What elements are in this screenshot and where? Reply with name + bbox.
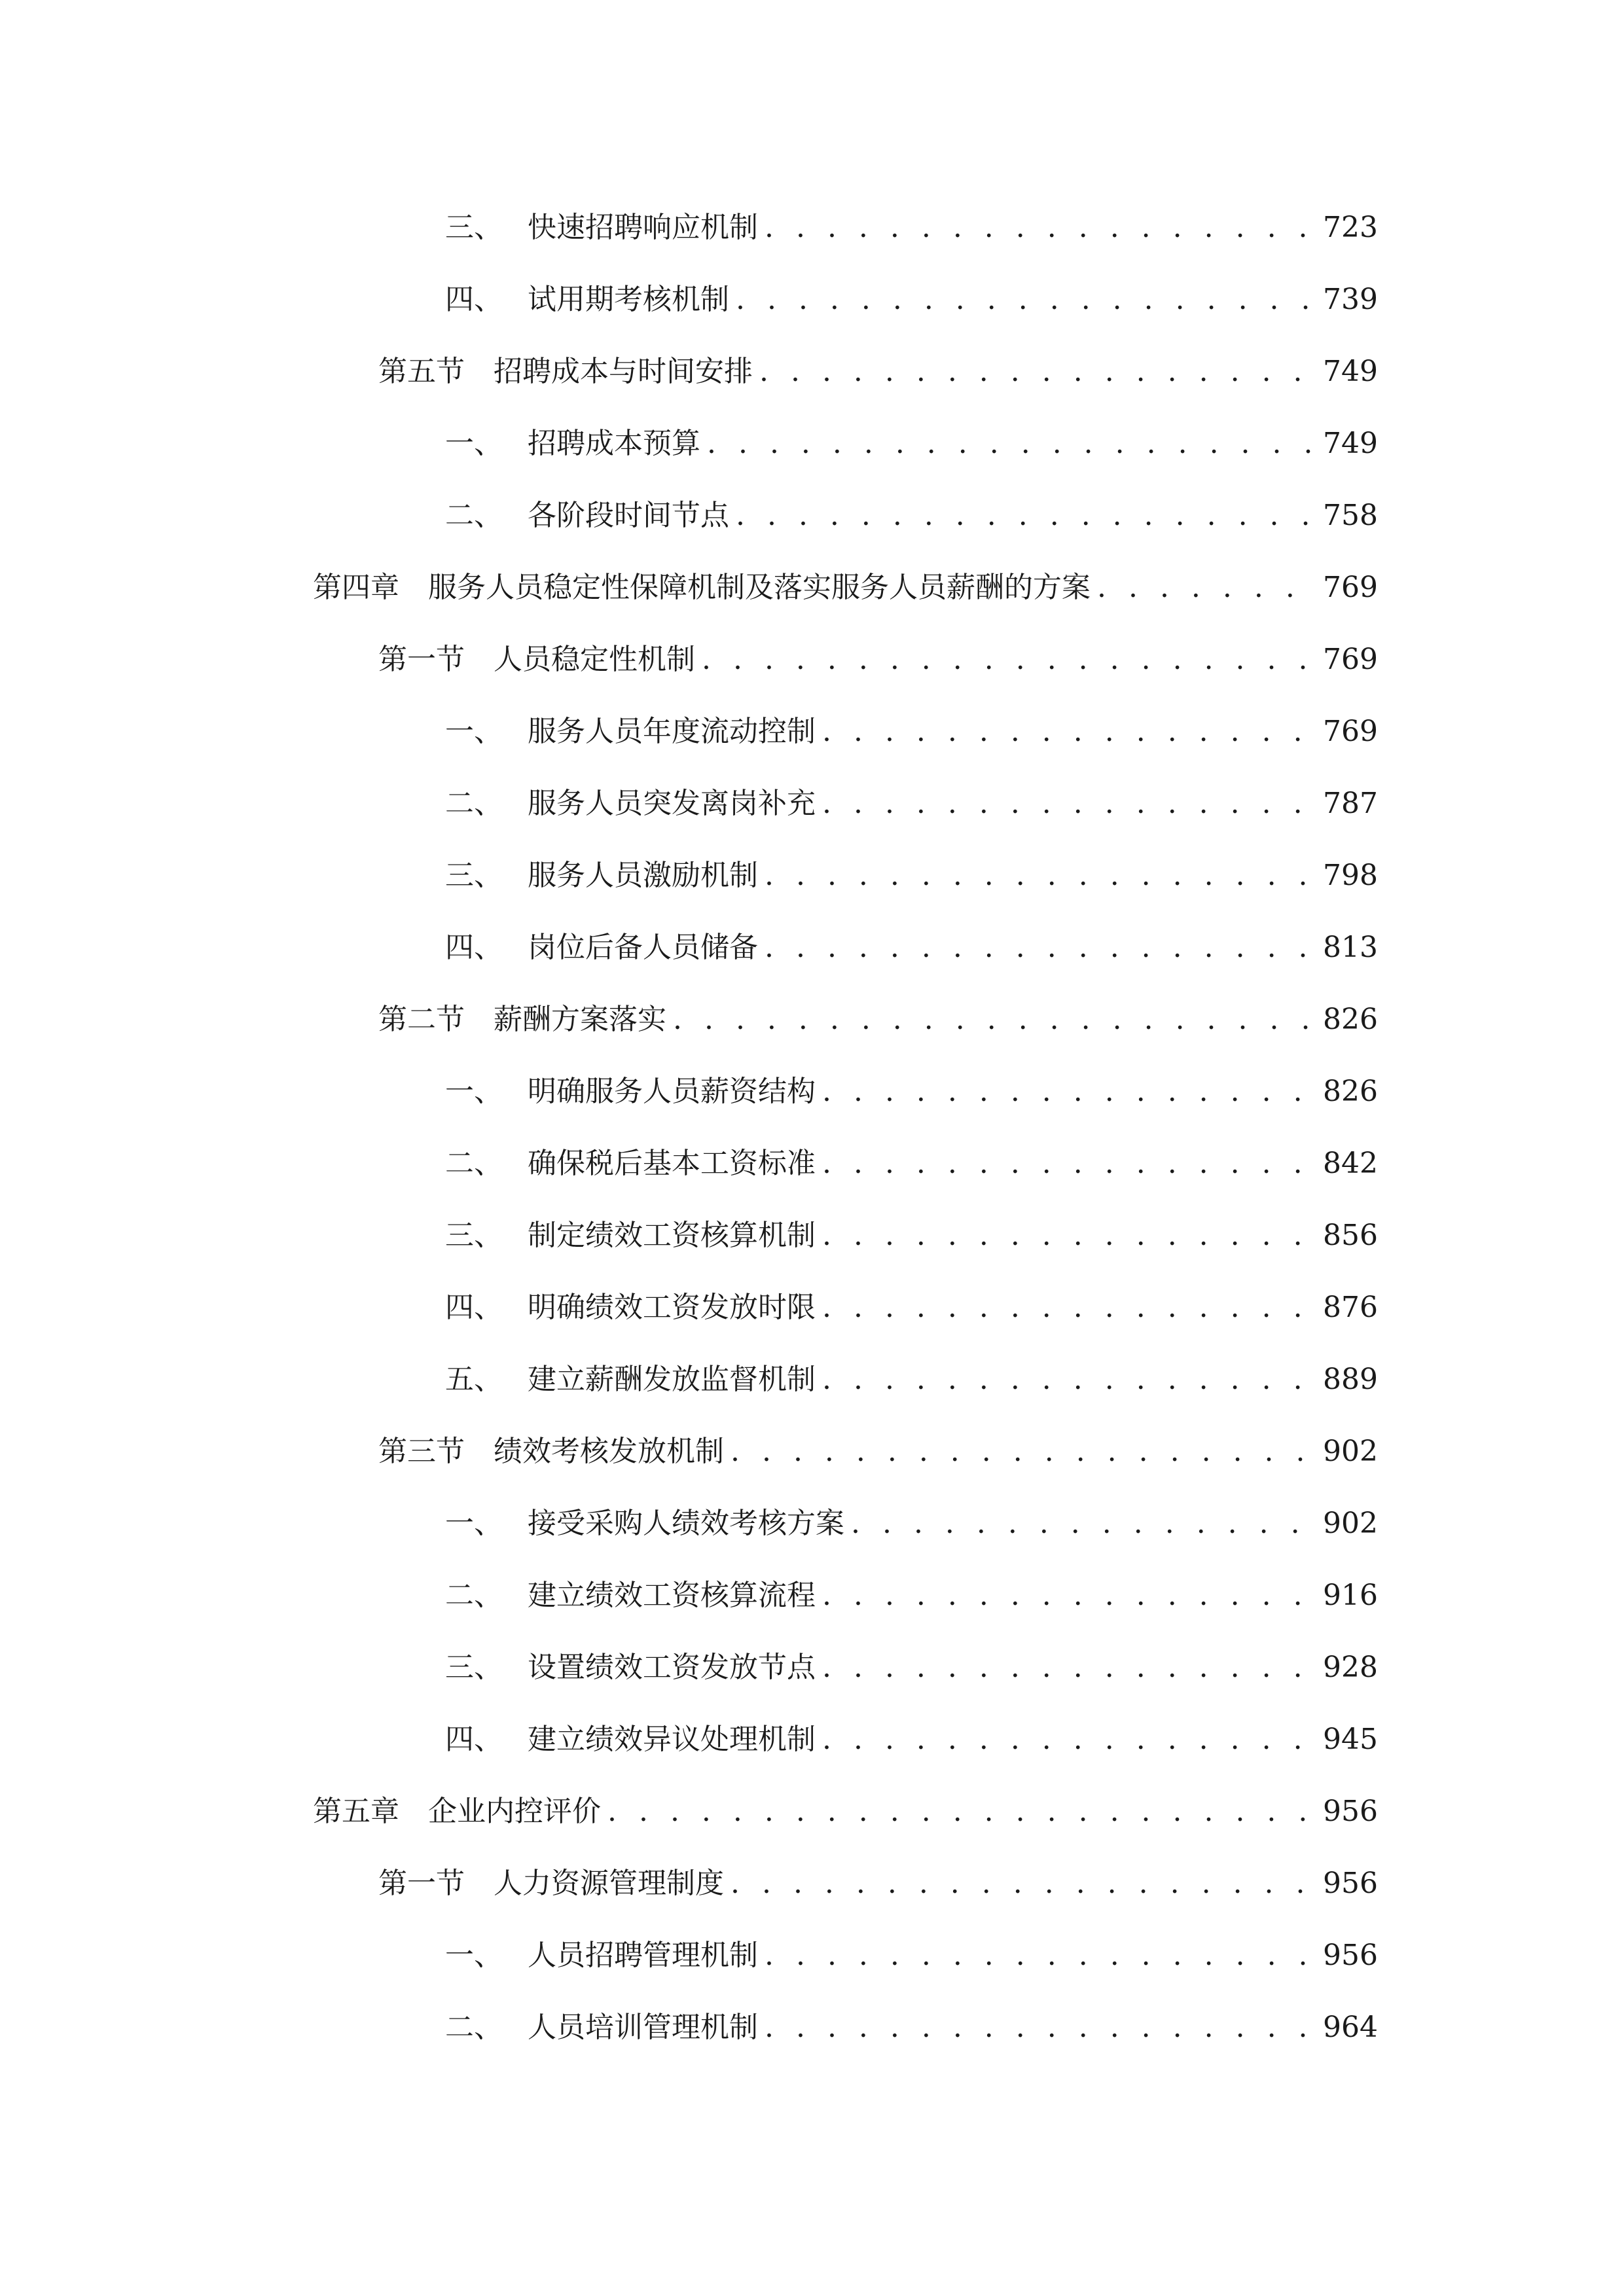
toc-dot-leader: [707, 418, 1314, 470]
toc-entry-title: 服务人员稳定性保障机制及落实服务人员薪酬的方案: [428, 571, 1091, 604]
toc-entry-page: 902: [1323, 1435, 1378, 1468]
toc-dot-leader: [731, 1857, 1314, 1910]
toc-entry[interactable]: [445, 202, 1378, 254]
toc-entry-label: 第二节: [378, 1003, 465, 1036]
toc-entry[interactable]: [445, 490, 1378, 542]
toc-entry-page: 769: [1323, 643, 1378, 676]
toc-entry-label: 一、: [445, 1507, 503, 1540]
toc-entry-label: 第五章: [313, 1795, 399, 1828]
toc-entry[interactable]: [445, 1641, 1378, 1694]
toc-entry-title: 薪酬方案落实: [494, 1003, 666, 1036]
toc-dot-leader: [759, 346, 1314, 398]
toc-entry-page: 787: [1323, 787, 1378, 820]
toc-dot-leader: [822, 1570, 1314, 1622]
toc-entry[interactable]: [445, 922, 1378, 974]
toc-entry-label: 第三节: [378, 1435, 465, 1468]
toc-entry-page: 956: [1323, 1939, 1378, 1972]
toc-entry-label: 二、: [445, 787, 503, 820]
toc-entry-label: 三、: [445, 1651, 503, 1684]
toc-entry-label: 第四章: [313, 571, 399, 604]
toc-entry[interactable]: [445, 850, 1378, 902]
toc-entry-page: 902: [1323, 1507, 1378, 1540]
toc-dot-leader: [765, 2001, 1314, 2054]
toc-dot-leader: [765, 202, 1314, 254]
toc-entry[interactable]: [445, 418, 1378, 470]
toc-dot-leader: [822, 1354, 1314, 1406]
toc-entry-page: 769: [1323, 571, 1378, 604]
toc-entry[interactable]: [445, 1498, 1378, 1550]
toc-dot-leader: [607, 1785, 1314, 1838]
toc-entry-page: 758: [1323, 499, 1378, 532]
toc-entry-page: 856: [1323, 1219, 1378, 1252]
toc-entry-page: 956: [1323, 1867, 1378, 1900]
toc-entry-label: 四、: [445, 283, 503, 316]
toc-dot-leader: [822, 706, 1314, 758]
toc-entry[interactable]: [445, 1570, 1378, 1622]
toc-entry-page: 916: [1323, 1579, 1378, 1612]
toc-entry-title: 建立薪酬发放监督机制: [528, 1363, 816, 1396]
toc-entry-label: 三、: [445, 859, 503, 892]
toc-entry-title: 各阶段时间节点: [528, 499, 729, 532]
toc-entry[interactable]: [445, 1138, 1378, 1190]
toc-entry-label: 一、: [445, 1939, 503, 1972]
toc-entry-label: 一、: [445, 715, 503, 748]
toc-entry-label: 第五节: [378, 355, 465, 388]
toc-dot-leader: [851, 1498, 1314, 1550]
toc-entry-title: 岗位后备人员储备: [528, 931, 758, 964]
toc-entry-page: 739: [1323, 283, 1378, 316]
toc-entry-title: 设置绩效工资发放节点: [528, 1651, 816, 1684]
toc-entry-page: 826: [1323, 1075, 1378, 1108]
toc-dot-leader: [822, 778, 1314, 830]
toc-entry-label: 五、: [445, 1363, 503, 1396]
toc-dot-leader: [1097, 562, 1314, 614]
toc-entry-label: 二、: [445, 1147, 503, 1180]
toc-entry[interactable]: [445, 1066, 1378, 1118]
toc-dot-leader: [765, 850, 1314, 902]
toc-entry-label: 二、: [445, 499, 503, 532]
toc-entry[interactable]: [378, 1857, 1378, 1910]
toc-entry[interactable]: [445, 1282, 1378, 1334]
toc-entry[interactable]: [313, 1785, 1378, 1838]
toc-entry-page: 826: [1323, 1003, 1378, 1036]
toc-dot-leader: [765, 1929, 1314, 1982]
toc-entry-page: 964: [1323, 2011, 1378, 2044]
toc-entry-title: 人员招聘管理机制: [528, 1939, 758, 1972]
toc-entry-title: 确保税后基本工资标准: [528, 1147, 816, 1180]
toc-entry[interactable]: [378, 1426, 1378, 1478]
toc-entry-title: 建立绩效工资核算流程: [528, 1579, 816, 1612]
toc-entry[interactable]: [313, 562, 1378, 614]
toc-entry-title: 人力资源管理制度: [494, 1867, 724, 1900]
toc-entry-title: 明确绩效工资发放时限: [528, 1291, 816, 1324]
toc-entry-title: 服务人员年度流动控制: [528, 715, 816, 748]
toc-entry-title: 人员培训管理机制: [528, 2011, 758, 2044]
toc-entry-title: 接受采购人绩效考核方案: [528, 1507, 844, 1540]
toc-entry[interactable]: [378, 634, 1378, 686]
toc-entry-label: 二、: [445, 1579, 503, 1612]
toc-entry-title: 制定绩效工资核算机制: [528, 1219, 816, 1252]
toc-dot-leader: [822, 1641, 1314, 1694]
toc-entry-page: 945: [1323, 1723, 1378, 1756]
toc-entry-label: 第一节: [378, 1867, 465, 1900]
toc-dot-leader: [702, 634, 1314, 686]
toc-entry-page: 813: [1323, 931, 1378, 964]
toc-entry-label: 四、: [445, 1723, 503, 1756]
toc-entry-page: 928: [1323, 1651, 1378, 1684]
toc-dot-leader: [822, 1210, 1314, 1262]
toc-dot-leader: [673, 994, 1314, 1046]
toc-dot-leader: [822, 1282, 1314, 1334]
toc-entry-title: 人员稳定性机制: [494, 643, 695, 676]
toc-entry[interactable]: [378, 994, 1378, 1046]
toc-dot-leader: [765, 922, 1314, 974]
toc-entry-title: 建立绩效异议处理机制: [528, 1723, 816, 1756]
toc-entry[interactable]: [445, 1713, 1378, 1766]
toc-entry-label: 三、: [445, 1219, 503, 1252]
toc-dot-leader: [822, 1713, 1314, 1766]
toc-entry-page: 956: [1323, 1795, 1378, 1828]
toc-entry[interactable]: [445, 1929, 1378, 1982]
toc-entry-label: 一、: [445, 427, 503, 460]
toc-dot-leader: [736, 274, 1314, 326]
toc-entry-title: 服务人员突发离岗补充: [528, 787, 816, 820]
toc-entry[interactable]: [445, 274, 1378, 326]
toc-dot-leader: [822, 1138, 1314, 1190]
toc-entry-page: 876: [1323, 1291, 1378, 1324]
toc-entry-label: 第一节: [378, 643, 465, 676]
toc-entry[interactable]: [378, 346, 1378, 398]
toc-entry-page: 749: [1323, 355, 1378, 388]
toc-entry-title: 服务人员激励机制: [528, 859, 758, 892]
toc-entry-label: 四、: [445, 1291, 503, 1324]
toc-entry-label: 四、: [445, 931, 503, 964]
toc-entry[interactable]: [445, 778, 1378, 830]
toc-entry-page: 798: [1323, 859, 1378, 892]
toc-entry-page: 769: [1323, 715, 1378, 748]
toc-entry-title: 绩效考核发放机制: [494, 1435, 724, 1468]
toc-dot-leader: [736, 490, 1314, 542]
toc-entry-title: 试用期考核机制: [528, 283, 729, 316]
toc-dot-leader: [822, 1066, 1314, 1118]
toc-entry[interactable]: [445, 706, 1378, 758]
toc-entry-page: 842: [1323, 1147, 1378, 1180]
toc-entry-title: 企业内控评价: [428, 1795, 601, 1828]
toc-entry-title: 明确服务人员薪资结构: [528, 1075, 816, 1108]
toc-entry-label: 二、: [445, 2011, 503, 2044]
toc-entry-label: 一、: [445, 1075, 503, 1108]
toc-entry-label: 三、: [445, 211, 503, 244]
toc-entry-title: 快速招聘响应机制: [528, 211, 758, 244]
toc-entry[interactable]: [445, 2001, 1378, 2054]
toc-entry-page: 749: [1323, 427, 1378, 460]
toc-entry[interactable]: [445, 1354, 1378, 1406]
toc-entry-page: 723: [1323, 211, 1378, 244]
toc-entry-page: 889: [1323, 1363, 1378, 1396]
toc-dot-leader: [731, 1426, 1314, 1478]
toc-entry-title: 招聘成本与时间安排: [494, 355, 753, 388]
toc-entry-title: 招聘成本预算: [528, 427, 700, 460]
toc-entry[interactable]: [445, 1210, 1378, 1262]
